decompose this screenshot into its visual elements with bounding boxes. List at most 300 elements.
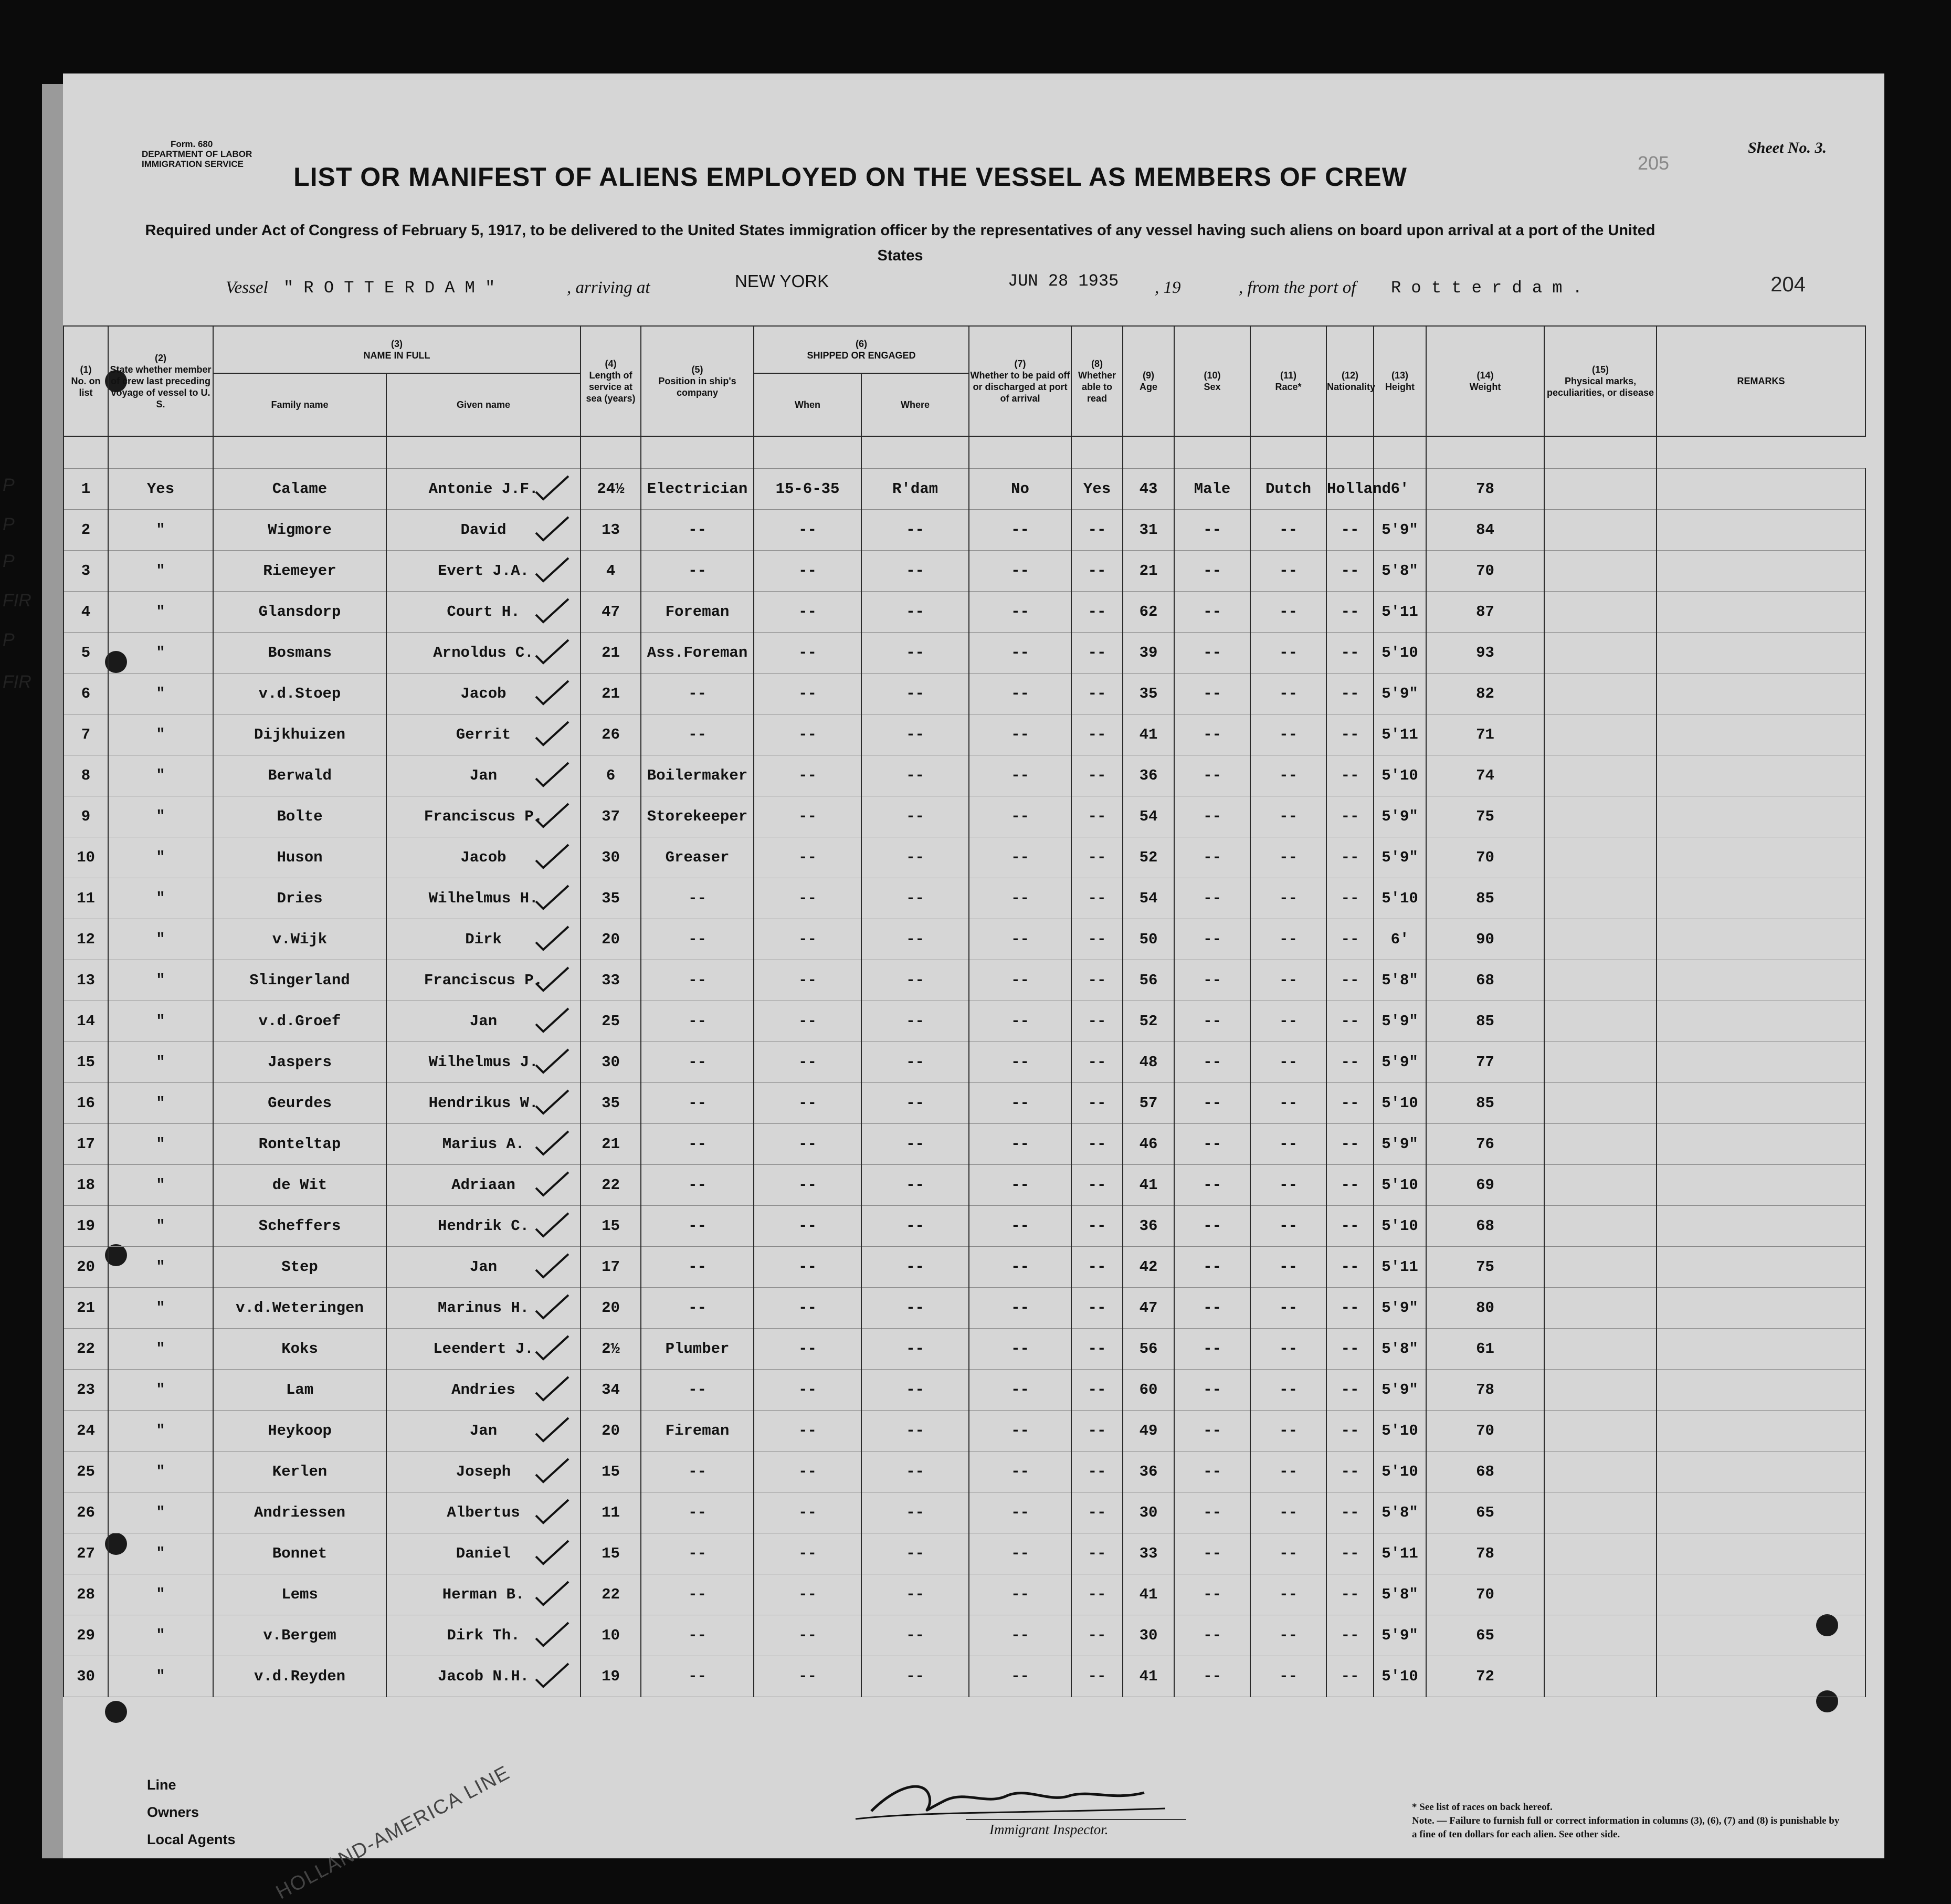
cell-height: [1374, 592, 1426, 633]
cell-nationality: [1326, 714, 1374, 755]
cell-state: [108, 1656, 213, 1697]
cell-age: [1123, 1165, 1174, 1206]
cell-no-value: 24: [77, 1422, 95, 1439]
cell-where-value: --: [906, 1299, 924, 1317]
cell-where: [861, 878, 969, 919]
cell-race-value: --: [1279, 1381, 1298, 1398]
cell-state: [108, 1329, 213, 1370]
cell-family-value: Kerlen: [272, 1463, 328, 1480]
arrival-date: JUN 28 1935: [1008, 271, 1119, 291]
cell-given: [386, 714, 581, 755]
cell-position-value: Ass.Foreman: [647, 644, 748, 661]
cell-when-value: --: [798, 1340, 817, 1358]
cell-where: [861, 674, 969, 714]
cell-when-value: --: [798, 603, 817, 620]
cell-sex-value: --: [1203, 767, 1221, 784]
cell-race-value: --: [1279, 1095, 1298, 1112]
cell-marks: [1544, 1165, 1657, 1206]
holland-america-stamp: HOLLAND-AMERICA LINE: [272, 1761, 514, 1904]
cell-marks: [1544, 796, 1657, 837]
crew-manifest-table: [63, 325, 1866, 1697]
cell-remarks: [1657, 1288, 1865, 1329]
race-note: * See list of races on back hereof.: [1412, 1802, 1553, 1813]
col-header-length: (4) Length of service at sea (years): [581, 326, 641, 436]
cell-where-value: --: [906, 1095, 924, 1112]
cell-nationality: [1326, 592, 1374, 633]
cell-weight: [1426, 1492, 1544, 1533]
cell-read: [1071, 837, 1123, 878]
cell-position-value: --: [688, 685, 706, 702]
cell-state-value: ": [156, 1627, 165, 1644]
cell-race-value: --: [1279, 1340, 1298, 1358]
cell-state: [108, 674, 213, 714]
cell-weight-value: 70: [1476, 849, 1494, 866]
cell-height: [1374, 878, 1426, 919]
arrival-port: NEW YORK: [735, 271, 829, 291]
cell-given: [386, 1370, 581, 1411]
cell-length-value: 2½: [602, 1340, 620, 1358]
cell-length-value: 20: [602, 1299, 620, 1317]
cell-remarks: [1657, 1329, 1865, 1370]
cell-state: [108, 633, 213, 674]
cell-nationality: [1326, 1288, 1374, 1329]
cell-paid-value: --: [1011, 972, 1029, 989]
footer-note: [1412, 1801, 1842, 1842]
cell-weight-value: 85: [1476, 1013, 1494, 1030]
col-header-nationality: (12) Nationality: [1326, 326, 1374, 436]
cell-race: [1250, 714, 1326, 755]
cell-where-value: --: [906, 1054, 924, 1071]
cell-given: [386, 1001, 581, 1042]
cell-where: [861, 551, 969, 592]
cell-given: [386, 878, 581, 919]
cell-weight-value: 72: [1476, 1668, 1494, 1685]
cell-paid-value: --: [1011, 1504, 1029, 1521]
cell-height: [1374, 1247, 1426, 1288]
cell-marks: [1544, 1411, 1657, 1451]
checkmark-icon: [534, 1497, 571, 1526]
margin-note: FIR: [3, 672, 31, 692]
cell-marks: [1544, 1370, 1657, 1411]
cell-state-value: ": [156, 1381, 165, 1398]
cell-paid-value: --: [1011, 1340, 1029, 1358]
cell-given: [386, 1615, 581, 1656]
cell-sex-value: --: [1203, 1668, 1221, 1685]
line-label: Line: [147, 1777, 176, 1793]
cell-state-value: ": [156, 1545, 165, 1562]
cell-no: [64, 960, 108, 1001]
cell-height: [1374, 1656, 1426, 1697]
cell-paid: [969, 510, 1071, 551]
cell-family: [213, 1247, 386, 1288]
cell-given: [386, 1656, 581, 1697]
cell-given: [386, 1124, 581, 1165]
cell-where: [861, 633, 969, 674]
cell-when-value: --: [798, 644, 817, 661]
cell-weight: [1426, 755, 1544, 796]
cell-read-value: --: [1088, 1054, 1106, 1071]
cell-position-value: Storekeeper: [647, 808, 748, 825]
owners-label: Owners: [147, 1804, 199, 1820]
cell-state: [108, 714, 213, 755]
table-row: [64, 1206, 1865, 1247]
cell-when: [754, 1247, 861, 1288]
cell-height-value: 5'8": [1381, 562, 1418, 580]
cell-family-value: Bolte: [277, 808, 323, 825]
cell-sex-value: --: [1203, 685, 1221, 702]
cell-position: [641, 1206, 754, 1247]
cell-length: [581, 1411, 641, 1451]
cell-remarks: [1657, 1083, 1865, 1124]
cell-height: [1374, 1288, 1426, 1329]
cell-race-value: --: [1279, 1504, 1298, 1521]
cell-given-value: Jacob: [460, 849, 507, 866]
cell-read: [1071, 1370, 1123, 1411]
cell-when: [754, 1451, 861, 1492]
cell-given: [386, 1042, 581, 1083]
cell-state-value: Yes: [146, 480, 175, 498]
cell-age-value: 60: [1139, 1381, 1158, 1398]
cell-position: [641, 1411, 754, 1451]
cell-nationality-value: --: [1341, 1135, 1359, 1153]
cell-state: [108, 1451, 213, 1492]
cell-when-value: 15-6-35: [775, 480, 840, 498]
cell-given: [386, 469, 581, 510]
cell-state-value: ": [156, 1422, 165, 1439]
cell-position: [641, 796, 754, 837]
cell-length-value: 11: [602, 1504, 620, 1521]
cell-read: [1071, 878, 1123, 919]
cell-height-value: 5'9": [1381, 1299, 1418, 1317]
cell-race: [1250, 674, 1326, 714]
cell-when-value: --: [798, 1054, 817, 1071]
cell-length: [581, 1533, 641, 1574]
cell-length: [581, 551, 641, 592]
cell-age: [1123, 633, 1174, 674]
cell-weight-value: 75: [1476, 1258, 1494, 1276]
cell-given-value: Franciscus P.: [424, 808, 543, 825]
cell-age: [1123, 960, 1174, 1001]
cell-no: [64, 1656, 108, 1697]
cell-no-value: 12: [77, 931, 95, 948]
cell-weight: [1426, 1042, 1544, 1083]
cell-height: [1374, 1206, 1426, 1247]
cell-remarks: [1657, 1411, 1865, 1451]
cell-no-value: 19: [77, 1217, 95, 1235]
cell-where: [861, 1615, 969, 1656]
vessel-label: Vessel: [226, 278, 268, 297]
cell-when-value: --: [798, 1545, 817, 1562]
checkmark-icon: [534, 1456, 571, 1485]
cell-read-value: Yes: [1083, 480, 1111, 498]
cell-family: [213, 1124, 386, 1165]
cell-read-value: --: [1088, 1422, 1106, 1439]
cell-race-value: --: [1279, 1176, 1298, 1194]
cell-race-value: --: [1279, 767, 1298, 784]
cell-length: [581, 1124, 641, 1165]
cell-family: [213, 1574, 386, 1615]
cell-position-value: --: [688, 726, 706, 743]
cell-weight-value: 68: [1476, 1463, 1494, 1480]
cell-remarks: [1657, 1124, 1865, 1165]
cell-paid-value: --: [1011, 1258, 1029, 1276]
margin-note: P: [3, 475, 15, 495]
cell-weight: [1426, 469, 1544, 510]
cell-read: [1071, 1411, 1123, 1451]
cell-height-value: 5'10: [1381, 1095, 1418, 1112]
cell-race: [1250, 592, 1326, 633]
cell-age: [1123, 919, 1174, 960]
arriving-label: , arriving at: [567, 278, 650, 297]
cell-no-value: 21: [77, 1299, 95, 1317]
cell-state: [108, 1165, 213, 1206]
cell-no-value: 13: [77, 972, 95, 989]
cell-paid-value: --: [1011, 521, 1029, 539]
cell-where-value: --: [906, 644, 924, 661]
cell-marks: [1544, 714, 1657, 755]
binder-hole: [105, 1701, 127, 1723]
cell-age: [1123, 1492, 1174, 1533]
cell-when: [754, 919, 861, 960]
cell-read: [1071, 1083, 1123, 1124]
cell-where: [861, 469, 969, 510]
cell-sex-value: --: [1203, 1299, 1221, 1317]
cell-height-value: 5'9": [1381, 1135, 1418, 1153]
cell-race-value: --: [1279, 1668, 1298, 1685]
checkmark-icon: [534, 1292, 571, 1321]
cell-length: [581, 796, 641, 837]
cell-sex-value: --: [1203, 1095, 1221, 1112]
cell-nationality: [1326, 1329, 1374, 1370]
cell-weight-value: 87: [1476, 603, 1494, 620]
cell-where: [861, 796, 969, 837]
cell-paid-value: --: [1011, 1627, 1029, 1644]
cell-length: [581, 1370, 641, 1411]
cell-weight-value: 78: [1476, 480, 1494, 498]
col-header-paid: (7) Whether to be paid off or discharged at port of arrival: [969, 326, 1071, 436]
cell-remarks: [1657, 796, 1865, 837]
cell-nationality-value: --: [1341, 644, 1359, 661]
cell-weight-value: 71: [1476, 726, 1494, 743]
cell-given-value: Antonie J.F.: [428, 480, 539, 498]
cell-weight: [1426, 1574, 1544, 1615]
cell-position: [641, 878, 754, 919]
cell-family-value: Slingerland: [249, 972, 350, 989]
cell-paid-value: --: [1011, 1545, 1029, 1562]
cell-position: [641, 1451, 754, 1492]
cell-paid: [969, 1165, 1071, 1206]
cell-remarks: [1657, 1533, 1865, 1574]
cell-family-value: Huson: [277, 849, 323, 866]
cell-when-value: --: [798, 1258, 817, 1276]
cell-sex-value: --: [1203, 726, 1221, 743]
cell-where-value: --: [906, 972, 924, 989]
cell-state-value: ": [156, 603, 165, 620]
cell-no-value: 25: [77, 1463, 95, 1480]
cell-no-value: 14: [77, 1013, 95, 1030]
cell-nationality-value: --: [1341, 1381, 1359, 1398]
cell-length-value: 33: [602, 972, 620, 989]
cell-where: [861, 714, 969, 755]
cell-state: [108, 1288, 213, 1329]
cell-family: [213, 1042, 386, 1083]
cell-where-value: --: [906, 1176, 924, 1194]
cell-marks: [1544, 1329, 1657, 1370]
cell-when: [754, 1329, 861, 1370]
cell-paid: [969, 1206, 1071, 1247]
cell-given-value: David: [460, 521, 507, 539]
cell-marks: [1544, 1574, 1657, 1615]
cell-paid: [969, 674, 1071, 714]
cell-nationality: [1326, 469, 1391, 510]
cell-read: [1071, 919, 1123, 960]
cell-remarks: [1657, 755, 1865, 796]
cell-where-value: --: [906, 1381, 924, 1398]
cell-read: [1071, 1247, 1123, 1288]
cell-read: [1071, 633, 1123, 674]
cell-where: [861, 1656, 969, 1697]
cell-weight-value: 68: [1476, 972, 1494, 989]
cell-position-value: --: [688, 1627, 706, 1644]
cell-marks: [1544, 1533, 1657, 1574]
cell-nationality: [1326, 837, 1374, 878]
cell-read: [1071, 1656, 1123, 1697]
cell-given: [386, 1165, 581, 1206]
cell-paid-value: --: [1011, 1013, 1029, 1030]
cell-position-value: Plumber: [665, 1340, 730, 1358]
cell-no: [64, 674, 108, 714]
cell-sex: [1174, 1001, 1250, 1042]
cell-when: [754, 1206, 861, 1247]
cell-race-value: --: [1279, 1422, 1298, 1439]
cell-paid: [969, 1247, 1071, 1288]
cell-where: [861, 1247, 969, 1288]
cell-sex: [1174, 1124, 1250, 1165]
cell-paid-value: --: [1011, 603, 1029, 620]
cell-sex-value: --: [1203, 1135, 1221, 1153]
cell-age-value: 56: [1139, 972, 1158, 989]
cell-family-value: Dries: [277, 890, 323, 907]
cell-read-value: --: [1088, 1463, 1106, 1480]
cell-length-value: 21: [602, 644, 620, 661]
cell-no: [64, 1001, 108, 1042]
cell-given: [386, 1288, 581, 1329]
cell-where: [861, 1329, 969, 1370]
cell-paid-value: --: [1011, 890, 1029, 907]
cell-read-value: --: [1088, 1095, 1106, 1112]
cell-paid-value: No: [1011, 480, 1029, 498]
cell-paid: [969, 1615, 1071, 1656]
cell-marks: [1544, 1042, 1657, 1083]
cell-race-value: --: [1279, 1135, 1298, 1153]
cell-length-value: 15: [602, 1217, 620, 1235]
cell-nationality: [1326, 1247, 1374, 1288]
cell-sex: [1174, 1451, 1250, 1492]
cell-age-value: 30: [1139, 1504, 1158, 1521]
cell-sex: [1174, 1411, 1250, 1451]
cell-position-value: Boilermaker: [647, 767, 748, 784]
cell-state-value: ": [156, 808, 165, 825]
cell-family: [213, 1288, 386, 1329]
col-header-height: (13) Height: [1374, 326, 1426, 436]
cell-remarks: [1657, 1451, 1865, 1492]
cell-state: [108, 1370, 213, 1411]
col-header-given: Given name: [386, 373, 581, 436]
cell-no-value: 17: [77, 1135, 95, 1153]
cell-weight: [1426, 1083, 1544, 1124]
cell-height-value: 5'9": [1381, 521, 1418, 539]
cell-length-value: 37: [602, 808, 620, 825]
cell-state: [108, 510, 213, 551]
cell-age: [1123, 1615, 1174, 1656]
cell-height: [1374, 796, 1426, 837]
cell-position: [641, 1124, 754, 1165]
cell-when: [754, 1124, 861, 1165]
cell-sex-value: --: [1203, 972, 1221, 989]
cell-no: [64, 714, 108, 755]
checkmark-icon: [534, 555, 571, 584]
cell-given-value: Joseph: [456, 1463, 511, 1480]
cell-length: [581, 1451, 641, 1492]
checkmark-icon: [534, 1087, 571, 1117]
cell-no-value: 23: [77, 1381, 95, 1398]
cell-race-value: --: [1279, 1586, 1298, 1603]
cell-paid: [969, 1329, 1071, 1370]
departure-port: R o t t e r d a m .: [1391, 278, 1583, 298]
cell-position: [641, 919, 754, 960]
cell-weight-value: 85: [1476, 890, 1494, 907]
cell-when-value: --: [798, 849, 817, 866]
cell-position-value: --: [688, 1545, 706, 1562]
cell-state-value: ": [156, 767, 165, 784]
cell-weight: [1426, 592, 1544, 633]
cell-position: [641, 674, 754, 714]
cell-height: [1374, 1451, 1426, 1492]
cell-race-value: --: [1279, 1217, 1298, 1235]
cell-race: [1250, 1451, 1326, 1492]
cell-nationality-value: --: [1341, 1054, 1359, 1071]
cell-weight: [1426, 837, 1544, 878]
cell-race-value: --: [1279, 644, 1298, 661]
cell-when: [754, 1370, 861, 1411]
cell-length: [581, 837, 641, 878]
checkmark-icon: [534, 1579, 571, 1608]
cell-when-value: --: [798, 1463, 817, 1480]
cell-position-value: Foreman: [665, 603, 730, 620]
table-row: [64, 469, 1865, 510]
cell-read: [1071, 469, 1123, 510]
cell-nationality-value: --: [1341, 1545, 1359, 1562]
cell-where-value: R'dam: [892, 480, 938, 498]
cell-where-value: --: [906, 1545, 924, 1562]
cell-sex-value: --: [1203, 808, 1221, 825]
cell-when: [754, 633, 861, 674]
cell-read: [1071, 1206, 1123, 1247]
cell-where-value: --: [906, 1668, 924, 1685]
cell-state-value: ": [156, 1176, 165, 1194]
cell-sex: [1174, 1574, 1250, 1615]
cell-given: [386, 633, 581, 674]
cell-height-value: 5'8": [1381, 972, 1418, 989]
cell-height-value: 5'9": [1381, 685, 1418, 702]
cell-length: [581, 1329, 641, 1370]
cell-length-value: 30: [602, 1054, 620, 1071]
cell-given-value: Hendrikus W.: [428, 1095, 539, 1112]
cell-when-value: --: [798, 1422, 817, 1439]
checkmark-icon: [534, 719, 571, 748]
cell-family: [213, 469, 386, 510]
cell-age-value: 49: [1139, 1422, 1158, 1439]
